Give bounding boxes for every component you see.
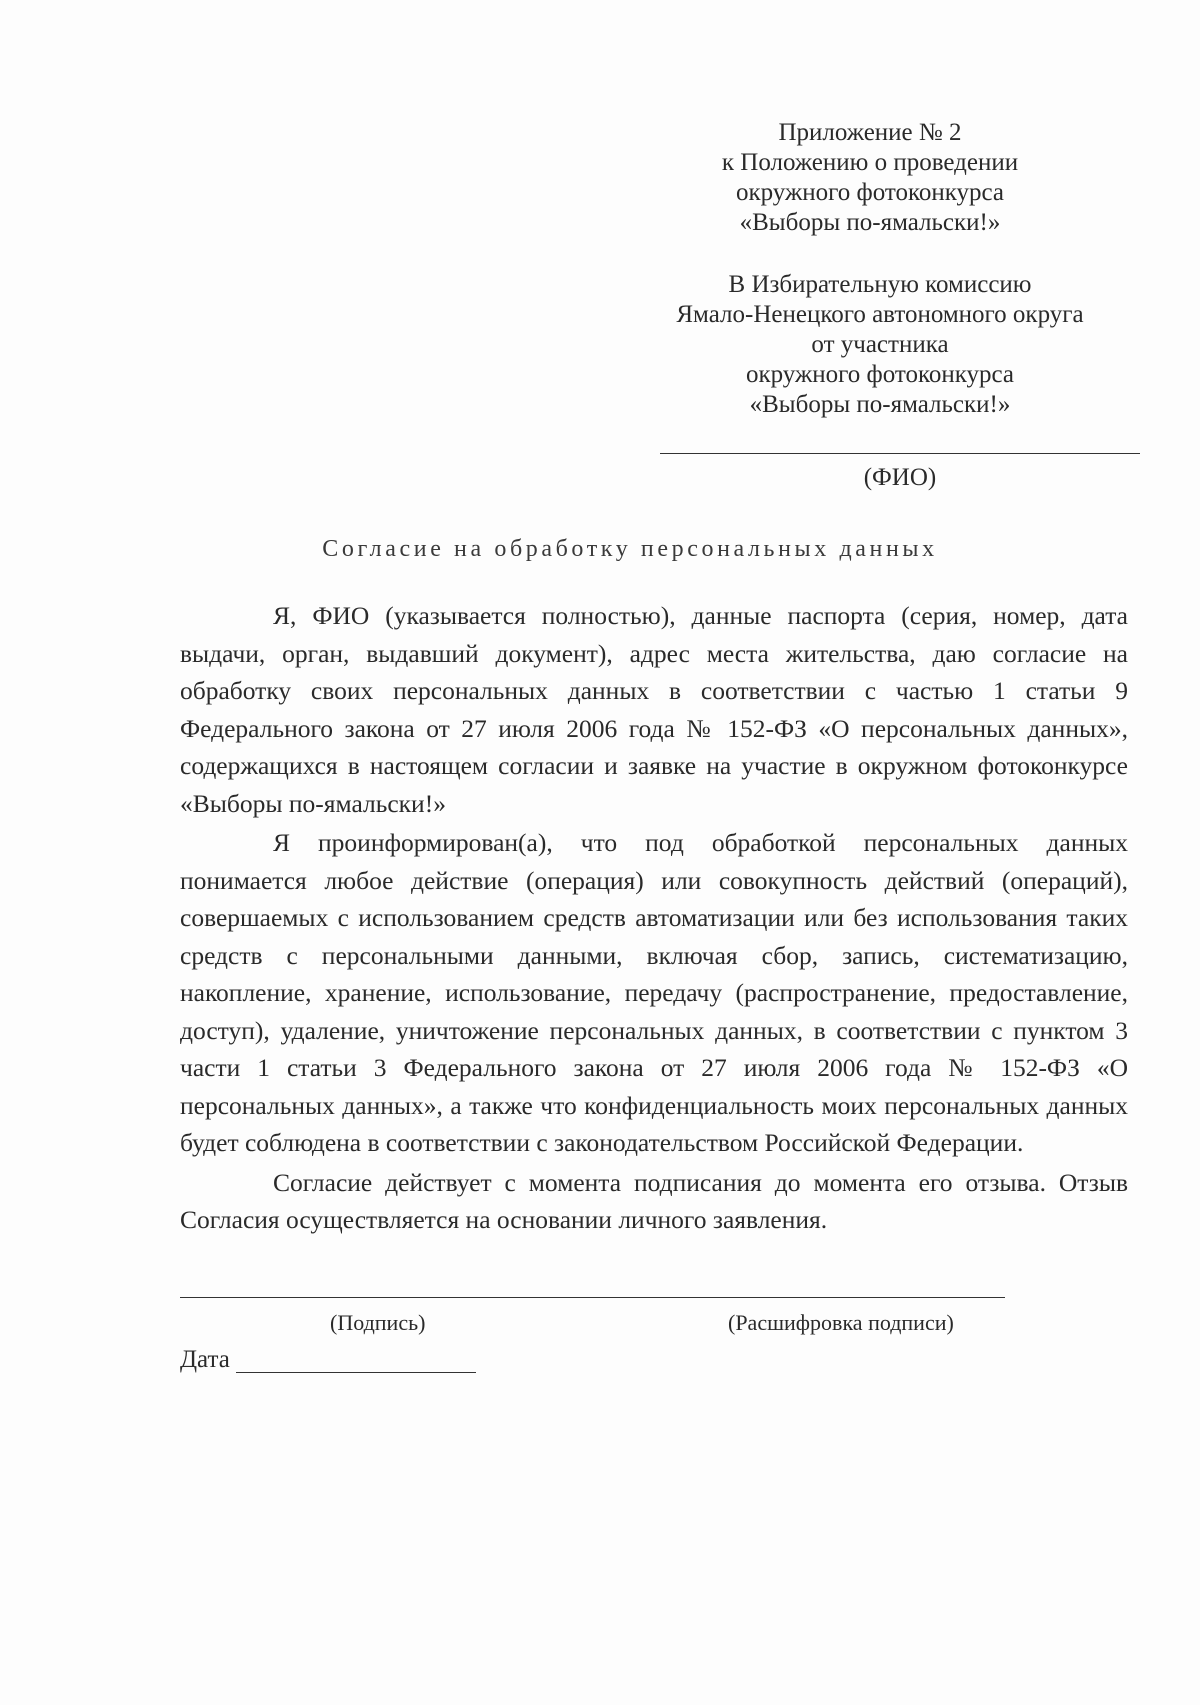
appendix-line: к Положению о проведении <box>721 149 1019 176</box>
consent-paragraph: Согласие действует с момента подписания до момента его отзыва. Отзыв Согласия осуществляется на основании личного заявления. <box>180 1167 1128 1234</box>
appendix-line: Приложение № 2 <box>778 119 962 146</box>
addressee-line: В Избирательную комиссию <box>728 271 1032 298</box>
addressee-block <box>640 270 1120 420</box>
addressee-line: Ямало-Ненецкого автономного округа <box>676 301 1084 328</box>
signature-decoding-caption: (Расшифровка подписи) <box>728 1310 954 1335</box>
fio-blank-line <box>660 453 1140 454</box>
appendix-line: «Выборы по-ямальски!» <box>739 209 1001 236</box>
date-row <box>180 1345 476 1375</box>
addressee-line: «Выборы по-ямальски!» <box>749 391 1011 418</box>
addressee-line: от участника <box>811 331 949 358</box>
signature-caption: (Подпись) <box>330 1310 426 1335</box>
document-title: Согласие на обработку персональных данных <box>322 536 938 562</box>
appendix-header <box>660 118 1080 238</box>
addressee-line: окружного фотоконкурса <box>745 361 1015 388</box>
date-label: Дата <box>180 1346 230 1373</box>
appendix-line: окружного фотоконкурса <box>735 179 1005 206</box>
consent-paragraph: Я проинформирован(а), что под обработкой персональных данных понимается любое действие (операция) или совокупность действий (операций), совершаемых с использованием средств автоматизации или без использования таких средств с персональными данными, включая сбор, запись, систематизацию, накопление, хранение, использование, передачу (распространение, предоставление, доступ), удаление, уничтожение персональных данных, в соответствии с пунктом 3 части 1 статьи 3 Федерального закона от 27 июля 2006 года № 152-ФЗ «О персональных данных», а также что конфиденциальность моих персональных данных будет соблюдена в соответствии с законодательством Российской Федерации. <box>180 828 1128 1157</box>
date-blank-line <box>236 1372 476 1373</box>
consent-paragraph: Я, ФИО (указывается полностью), данные паспорта (серия, номер, дата выдачи, орган, выдавший документ), адрес места жительства, даю согласие на обработку своих персональных данных в соответствии с частью 1 статьи 9 Федерального закона от 27 июля 2006 года № 152-ФЗ «О персональных данных», содержащихся в настоящем согласии и заявке на участие в окружном фотоконкурсе «Выборы по-ямальски!» <box>180 601 1128 818</box>
signature-blank-line <box>180 1297 1005 1298</box>
fio-caption: (ФИО) <box>863 464 937 491</box>
consent-body <box>180 597 1128 1241</box>
